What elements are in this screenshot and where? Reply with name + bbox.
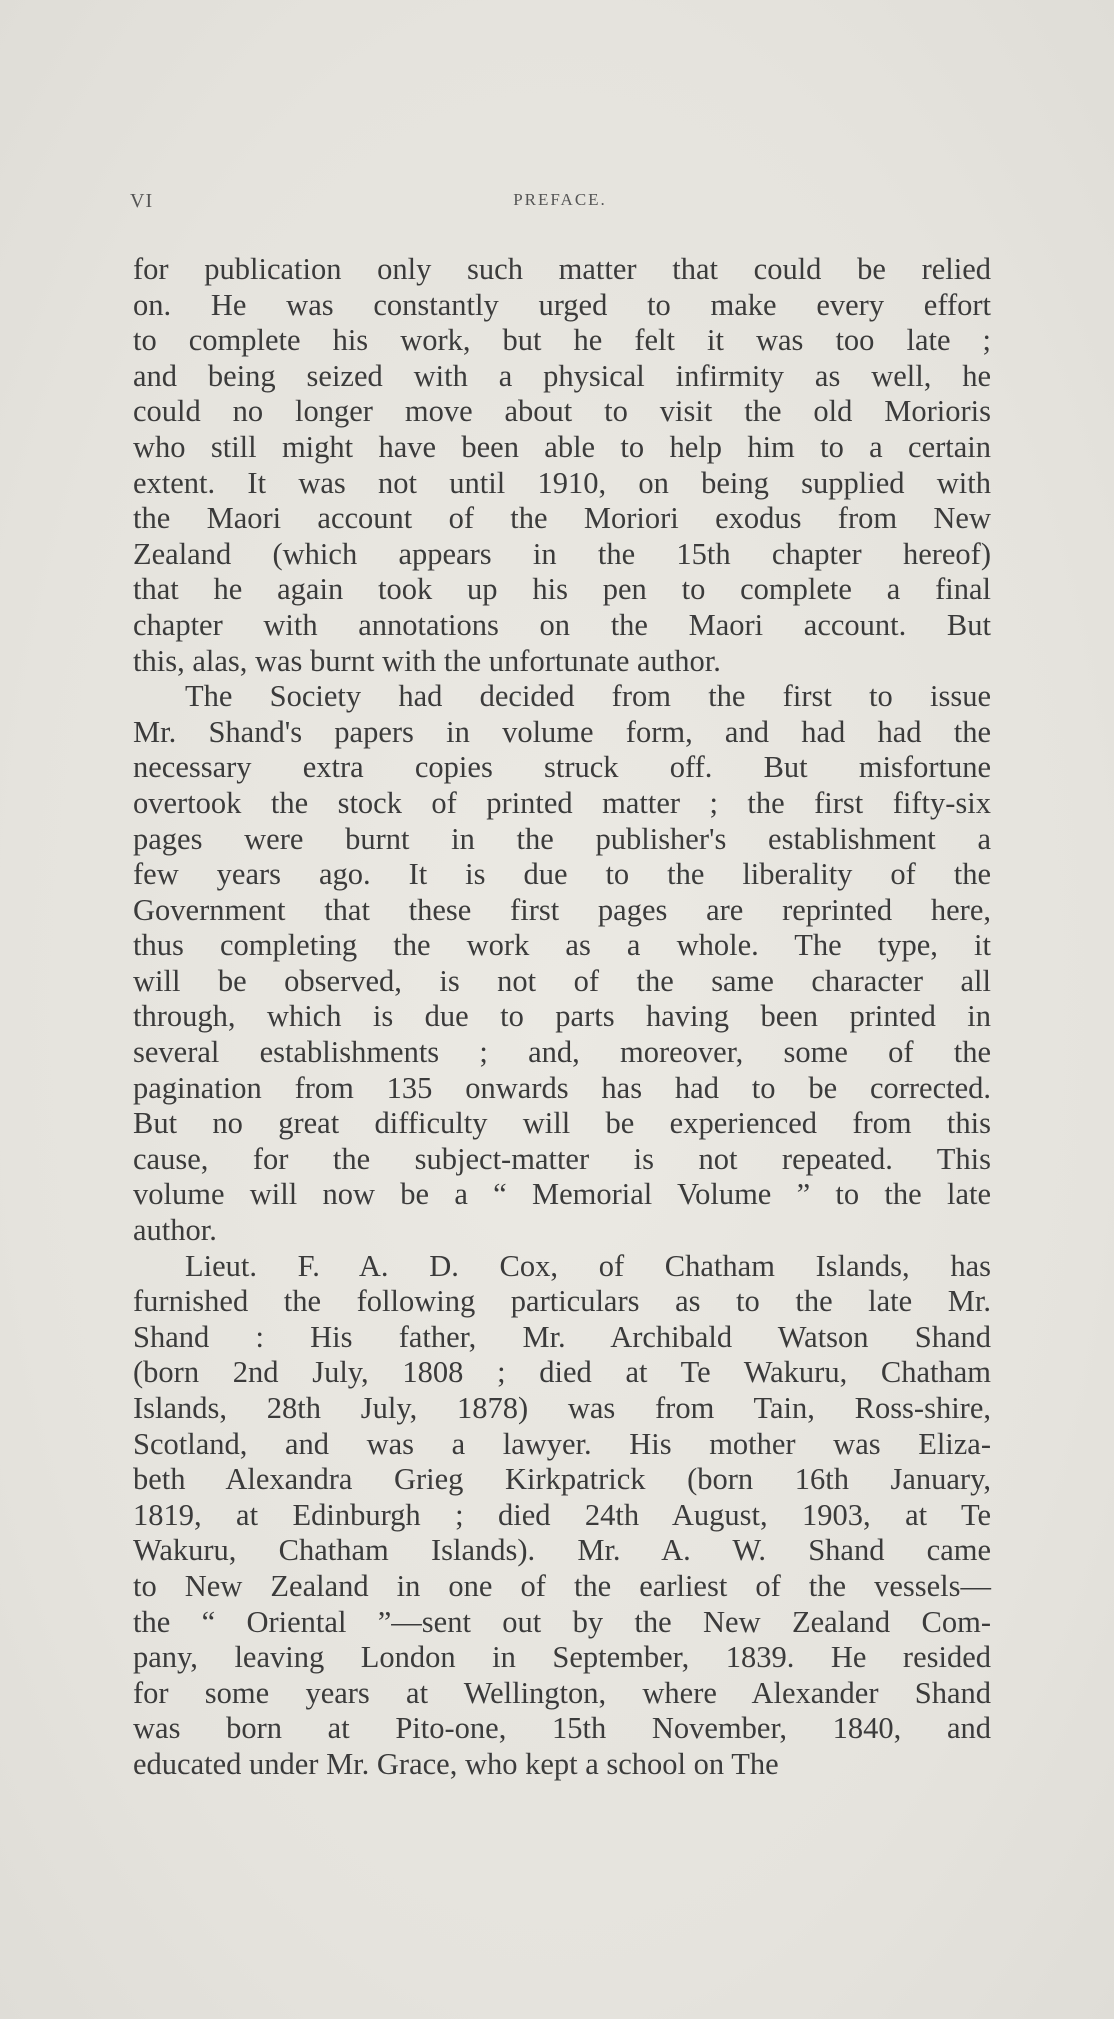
text-line: who still might have been able to help him to a certain bbox=[133, 429, 991, 464]
running-title: PREFACE. bbox=[513, 190, 607, 209]
text-line: Zealand (which appears in the 15th chapter hereof) bbox=[133, 536, 991, 571]
text-line: pagination from 135 onwards has had to be corrected. bbox=[133, 1070, 991, 1105]
paragraph-3 bbox=[133, 1249, 991, 1783]
text-line: could no longer move about to visit the old Morioris bbox=[133, 394, 991, 429]
text-line: the “ Oriental ”—sent out by the New Zealand Com- bbox=[133, 1604, 991, 1639]
text-line: extent. It was not until 1910, on being supplied with bbox=[133, 465, 991, 500]
text-line: Government that these first pages are reprinted here, bbox=[133, 892, 991, 927]
text-line: Shand : His father, Mr. Archibald Watson Shand bbox=[133, 1319, 991, 1354]
text-line: furnished the following particulars as to the late Mr. bbox=[133, 1284, 991, 1319]
text-line: thus completing the work as a whole. The type, it bbox=[133, 928, 991, 963]
text-line: to complete his work, but he felt it was too late ; bbox=[133, 323, 991, 358]
text-line: But no great difficulty will be experienced from this bbox=[133, 1106, 991, 1141]
text-line: necessary extra copies struck off. But misfortune bbox=[133, 750, 991, 785]
text-line: on. He was constantly urged to make every effort bbox=[133, 287, 991, 322]
text-line: Mr. Shand's papers in volume form, and had had the bbox=[133, 714, 991, 749]
text-line: cause, for the subject-matter is not repeated. This bbox=[133, 1141, 991, 1176]
text-line: pages were burnt in the publisher's establishment a bbox=[133, 821, 991, 856]
text-line: overtook the stock of printed matter ; the first fifty-six bbox=[133, 785, 991, 820]
text-line: educated under Mr. Grace, who kept a school on The bbox=[133, 1746, 779, 1781]
text-line: will be observed, is not of the same character all bbox=[133, 963, 991, 998]
text-line: for some years at Wellington, where Alexander Shand bbox=[133, 1675, 991, 1710]
text-line: Islands, 28th July, 1878) was from Tain, Ross-shire, bbox=[133, 1391, 991, 1425]
text-line: (born 2nd July, 1808 ; died at Te Wakuru, Chatham bbox=[133, 1355, 991, 1390]
body-text bbox=[133, 252, 991, 1783]
text-line: and being seized with a physical infirmity as well, he bbox=[133, 358, 991, 393]
text-line: volume will now be a “ Memorial Volume ” to the late bbox=[133, 1177, 991, 1212]
text-line: Lieut. F. A. D. Cox, of Chatham Islands, has bbox=[185, 1248, 991, 1283]
text-line: The Society had decided from the first to issue bbox=[185, 679, 991, 714]
text-line: Scotland, and was a lawyer. His mother was Eliza- bbox=[133, 1426, 991, 1461]
text-line: beth Alexandra Grieg Kirkpatrick (born 16th January, bbox=[133, 1462, 991, 1497]
text-line: was born at Pito-one, 15th November, 1840, and bbox=[133, 1711, 991, 1746]
text-line: that he again took up his pen to complete a final bbox=[133, 572, 991, 607]
text-line: few years ago. It is due to the liberality of the bbox=[133, 857, 991, 892]
page-number: VI bbox=[130, 190, 154, 212]
text-line: pany, leaving London in September, 1839. He resided bbox=[133, 1640, 991, 1675]
text-line: for publication only such matter that could be relied bbox=[133, 252, 991, 286]
text-line: 1819, at Edinburgh ; died 24th August, 1903, at Te bbox=[133, 1497, 991, 1532]
text-line: through, which is due to parts having been printed in bbox=[133, 999, 991, 1034]
text-line: author. bbox=[133, 1213, 217, 1248]
text-line: Wakuru, Chatham Islands). Mr. A. W. Shand came bbox=[133, 1533, 991, 1568]
text-line: this, alas, was burnt with the unfortunate author. bbox=[133, 643, 721, 678]
text-line: chapter with annotations on the Maori account. But bbox=[133, 607, 991, 642]
text-line: to New Zealand in one of the earliest of the vessels— bbox=[133, 1568, 991, 1603]
running-head bbox=[130, 190, 990, 220]
text-line: several establishments ; and, moreover, some of the bbox=[133, 1035, 991, 1070]
paragraph-1 bbox=[133, 252, 991, 679]
text-line: the Maori account of the Moriori exodus from New bbox=[133, 501, 991, 536]
paragraph-2 bbox=[133, 679, 991, 1249]
